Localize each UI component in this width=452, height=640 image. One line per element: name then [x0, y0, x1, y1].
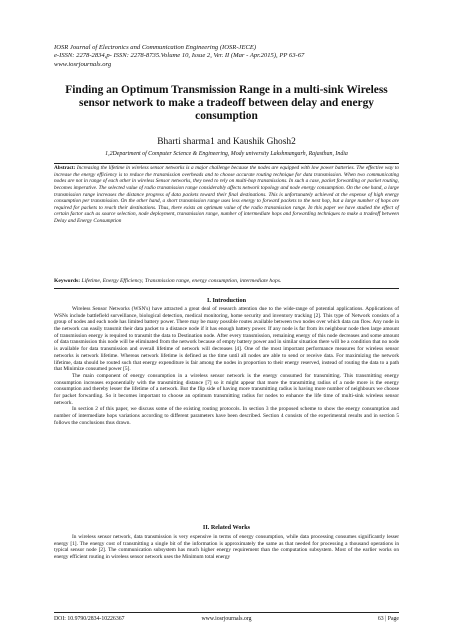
section-heading-introduction: I. Introduction [206, 297, 247, 304]
paragraph: In wireless sensor network, data transmission is very expensive in terms of energy consumption, while data processing consumes significantly lesser energy [1]. The energy cost of transmitting a single bit of the information is approximately the same as that needed for processing a thousand operations in typical sensor node [2]. The communication subsystem has much higher energy requirement than the computation subsystem. Most of the earlier works on energy efficient routing in wireless sensor network uses the Minimum total energy [54, 534, 399, 561]
section-body-introduction [54, 306, 399, 426]
journal-name: IOSR Journal of Electronics and Communication Engineering (IOSR-JECE) [54, 44, 257, 51]
footer-site[interactable]: www.iosrjournals.org [201, 616, 252, 622]
keywords-text: Lifetime, Energy Efficiency, Transmission range, energy consumption, intermediate hops. [81, 278, 282, 284]
paragraph: The main component of energy consumption in a wireless sensor network is the energy consumed for transmitting. This transmitting energy consumption increases exponentially with the transmitting distance [7] so it might appear that more the transmitting radius of a node more is the energy consumption and thereby lesser the lifetime of a network. But the flip side of having more transmitting radius is having more number of neighbours we choose for packet forwarding. So it becomes important to choose an optimum transmitting radius for nodes to enhance the life time of multi-sink wireless sensor network. [54, 372, 399, 406]
footer-rule [54, 612, 399, 613]
section-heading-related-works: II. Related Works [202, 524, 251, 531]
journal-site[interactable]: www.iosrjournals.org [54, 60, 112, 68]
journal-header [54, 44, 304, 69]
paper-title: Finding an Optimum Transmission Range in a multi-sink Wireless sensor network to make a tradeoff between delay and energy consumption [65, 84, 388, 123]
abstract-top-rule [54, 163, 399, 164]
footer-page-number: 63 | Page [377, 616, 399, 622]
paper-affiliation: 1,2Department of Computer Science & Engineering, Mody university Lakshmangarh, Rajasthan, India [105, 151, 348, 157]
journal-issn: e-ISSN: 2278-2834,p- ISSN: 2278-8735.Volume 10, Issue 2, Ver. II (Mar - Apr.2015), PP 63-67 [54, 52, 305, 60]
abstract-label: Abstract: [54, 165, 76, 171]
paragraph: In section 2 of this paper, we discuss some of the existing routing protocols. In section 3 the proposed scheme to show the energy consumption and number of intermediate hops variations according to different parameters have been described. Section 4 consists of the experimental results and in section 5 follows the conclusions thus drawn. [54, 406, 399, 426]
section-body-related-works [54, 534, 399, 561]
keywords-label: Keywords: [54, 278, 81, 284]
footer-doi: DOI: 10.9790/2834-10226367 [54, 616, 125, 622]
paragraph: Wireless Sensor Networks (WSN's) have attracted a great deal of research attention due to the wide-range of potential applications. Applications of WSNs include battlefield surveillance, biological detection, medical monitoring, home security and inventory tracking [2]. This type of Network consists of a group of nodes and each node has limited battery power. There may be many possible routes available between two nodes over which data can flow. Any node in the network can easily transmit their data packet to a distance node if it has enough battery power. If any node is far from its neighbour node then large amount of transmission energy is required to transmit the data to Destination node. After every transmission, remaining energy of this node decreases and some amount of data transmission this node will be eliminated from the network because of empty battery power and in similar situation there will be a condition that no node is available for data transmission and overall lifetime of network will decreases [4]. One of the most important performance measures for wireless sensor networks is network lifetime. Whereas network lifetime is defined as the time until all nodes are able to send or receive data. For maximizing the network lifetime, data should be routed such that energy expenditure is fair among the nodes in proportion to their energy reserved, instead of routing the data to a path that Minimize consumed power [5]. [54, 306, 399, 373]
paper-authors: Bharti sharma1 and Kaushik Ghosh2 [157, 137, 296, 147]
keywords [54, 278, 399, 284]
abstract [54, 165, 399, 225]
abstract-text: Increasing the lifetime in wireless sensor networks is a major challenge because the nodes are equipped with low power batteries. The effective way to increase the energy efficiency is to reduce the transmission overheads and to choose accurate routing technique for data transmission. When two communicating nodes are not in range of each other in wireless Sensor networks, they need to rely on multi-hop transmissions. In such a case, packet forwarding or packet routing, becomes imperative. The selected value of radio transmission range considerably affects network topology and node energy consumption. On the one hand, a large transmission range increases the distance progress of data packets toward their final destinations. This is unfortunately achieved at the expense of high energy consumption per transmission. On the other hand, a short transmission range uses less energy to forward packets to the next hop, but a large number of hops are required for packets to reach their destinations. Thus, there exists an optimum value of the radio transmission range. In this paper we have studied the effect of certain factor such as source selection, node deployment, transmission range, number of intermediate hops and forwarding techniques to make a tradeoff between Delay and Energy Consumption [54, 165, 399, 224]
abstract-bottom-rule [54, 288, 399, 289]
